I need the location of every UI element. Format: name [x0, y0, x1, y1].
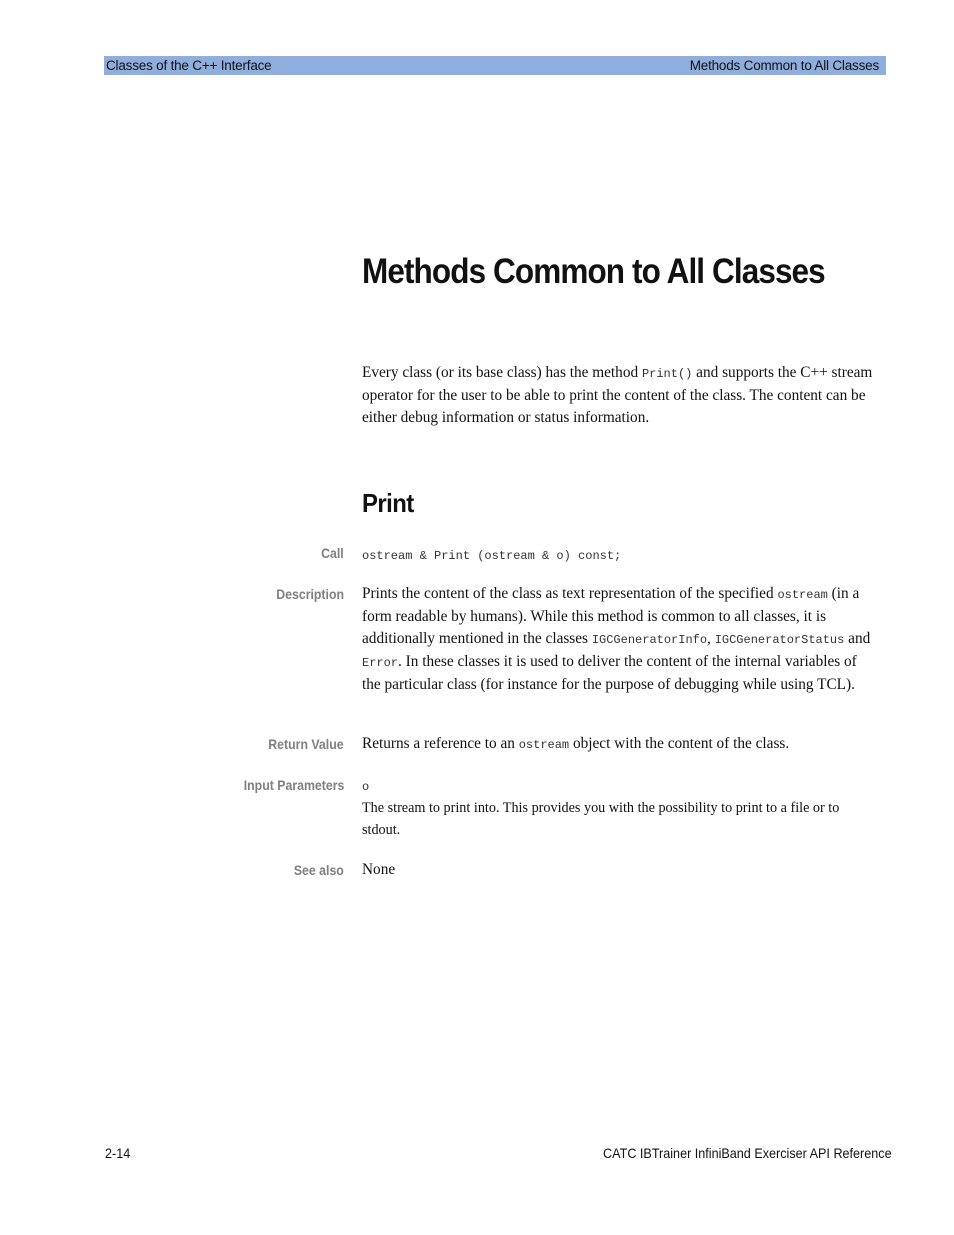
input-parameter-name — [362, 775, 877, 798]
description-part: , — [707, 630, 715, 647]
header-section: Methods Common to All Classes — [689, 58, 879, 73]
document-title: CATC IBTrainer InfiniBand Exerciser API Reference — [603, 1145, 892, 1161]
inline-code: ostream — [777, 588, 828, 602]
intro-text: and supports the C++ stream operator for the user to be able to print the content of the class. The content can be either debug information or status information. — [362, 364, 873, 426]
running-header — [104, 56, 886, 75]
page-number: 2-14 — [105, 1145, 131, 1161]
input-parameters-label: Input Parameters — [243, 777, 344, 793]
return-value-text — [362, 733, 877, 756]
param-code: o — [362, 780, 370, 794]
inline-code: IGCGeneratorStatus — [714, 633, 845, 647]
see-also-text: None — [362, 861, 396, 878]
return-value-label: Return Value — [268, 736, 344, 752]
intro-paragraph — [362, 362, 877, 429]
inline-code: Error — [362, 656, 399, 670]
header-chapter: Classes of the C++ Interface — [106, 58, 272, 73]
inline-code: Print() — [641, 367, 693, 381]
inline-code: IGCGeneratorInfo — [591, 633, 708, 647]
return-part: object with the content of the class. — [569, 735, 790, 752]
inline-code: ostream — [518, 738, 570, 752]
call-label: Call — [321, 545, 344, 561]
call-signature — [362, 544, 877, 567]
section-title: Print — [362, 488, 414, 518]
return-part: Returns a reference to an — [362, 735, 519, 752]
page-title: Methods Common to All Classes — [362, 252, 825, 291]
description-part: and — [844, 630, 871, 647]
description-part: Prints the content of the class as text representation of the specified — [362, 585, 778, 602]
description-text — [362, 583, 877, 696]
input-parameter-description: The stream to print into. This provides you with the possibility to print to a file or to stdout. — [362, 800, 840, 838]
see-also-label: See also — [293, 862, 344, 878]
description-label: Description — [276, 586, 344, 602]
description-part: (in a form readable by humans). While this method is common to all classes, it is additionally mentioned in the classes — [362, 585, 860, 647]
call-code: ostream & Print (ostream & o) const; — [362, 549, 622, 563]
intro-text: Every class (or its base class) has the method — [362, 364, 642, 381]
description-part: . In these classes it is used to deliver the content of the internal variables of the particular class (for instance for the purpose of debugging while using TCL). — [362, 653, 857, 693]
